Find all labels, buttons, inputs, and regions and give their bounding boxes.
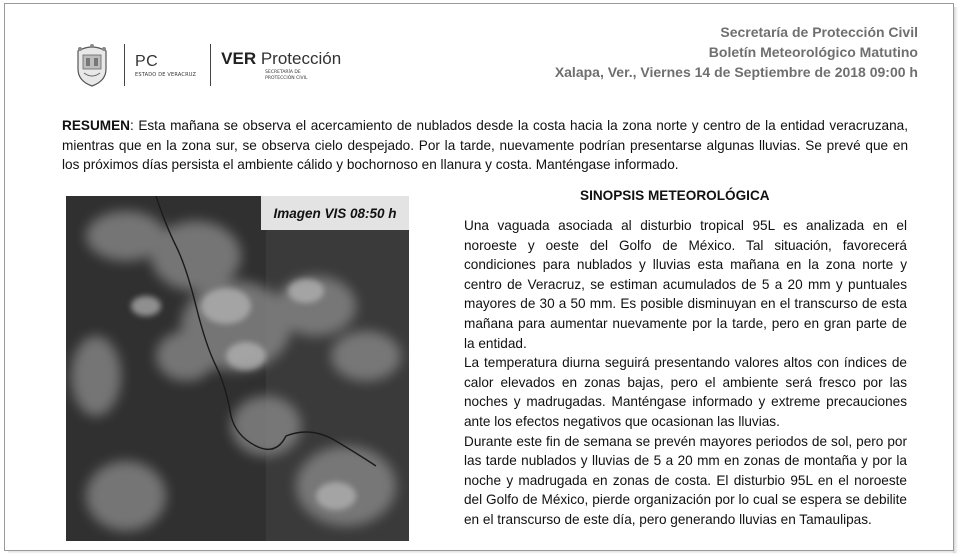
ver-logo-subtext-1: SECRETARÍA DE xyxy=(265,69,301,75)
header-logo xyxy=(72,40,341,90)
bulletin-header xyxy=(555,22,918,82)
veracruz-coat-of-arms-icon xyxy=(72,43,112,87)
synopsis-paragraph-1: Una vaguada asociada al disturbio tropical 95L es analizada en el noroeste y oeste del Golfo de México. Tal situación, favorecerá condiciones para nublados y lluvias esta mañana en la zona norte y centro de Veracruz, se estiman acumulados de 5 a 20 mm y puntuales mayores de 30 a 50 mm. Es posible disminuyan en el transcurso de esta mañana para aumentar nuevamente por la tarde, pero en gran parte de la entidad. xyxy=(464,218,907,351)
synopsis-body xyxy=(464,216,907,530)
pc-logo-text: PC xyxy=(135,52,159,70)
ver-logo-text: VER xyxy=(221,48,257,68)
synopsis-title: SINOPSIS METEOROLÓGICA xyxy=(580,188,770,203)
image-label: Imagen VIS 08:50 h xyxy=(261,196,409,230)
ver-proteccion-logo xyxy=(221,49,341,82)
header-agency: Secretaría de Protección Civil xyxy=(720,24,918,40)
pc-logo-subtext: ESTADO DE VERACRUZ xyxy=(135,71,197,78)
proteccion-logo-text: Protección xyxy=(260,48,342,68)
header-date: Xalapa, Ver., Viernes 14 de Septiembre de 2018 09:00 h xyxy=(554,64,918,80)
logo-divider xyxy=(124,44,125,86)
pc-logo xyxy=(135,53,196,78)
satellite-imagery xyxy=(66,196,409,541)
satellite-image xyxy=(66,196,409,541)
logo-divider xyxy=(210,44,211,86)
summary-label: RESUMEN xyxy=(62,118,130,133)
summary-paragraph xyxy=(62,116,908,175)
synopsis-paragraph-2: La temperatura diurna seguirá presentando valores altos con índices de calor elevados en zonas bajas, pero el ambiente será fresco por las noches y madrugadas. Manténgase informado y extreme precauciones ante los efectos negativos que ocasionan las lluvias. xyxy=(464,355,907,429)
synopsis-paragraph-3: Durante este fin de semana se prevén mayores periodos de sol, pero por las tarde nublados y lluvias de 5 a 20 mm en zonas de montaña y por la noche y madrugada en zonas de costa. El disturbio 95L en el noroeste del Golfo de México, pierde organización por lo cual se espera se debilite en el transcurso de este día, pero generando lluvias en Tamaulipas. xyxy=(464,433,907,527)
summary-text: : Esta mañana se observa el acercamiento de nublados desde la costa hacia la zona norte y centro de la entidad veracruzana, mientras que en la zona sur, se observa cielo despejado. Por la tarde, nuevamente podrían presentarse algunas lluvias. Se prevé que en los próximos días persista el ambiente cálido y bochornoso en llanura y costa. Manténgase informado. xyxy=(62,118,908,172)
header-bulletin-title: Boletín Meteorológico Matutino xyxy=(708,44,918,60)
ver-logo-subtext-2: PROTECCIÓN CIVIL xyxy=(265,75,308,81)
